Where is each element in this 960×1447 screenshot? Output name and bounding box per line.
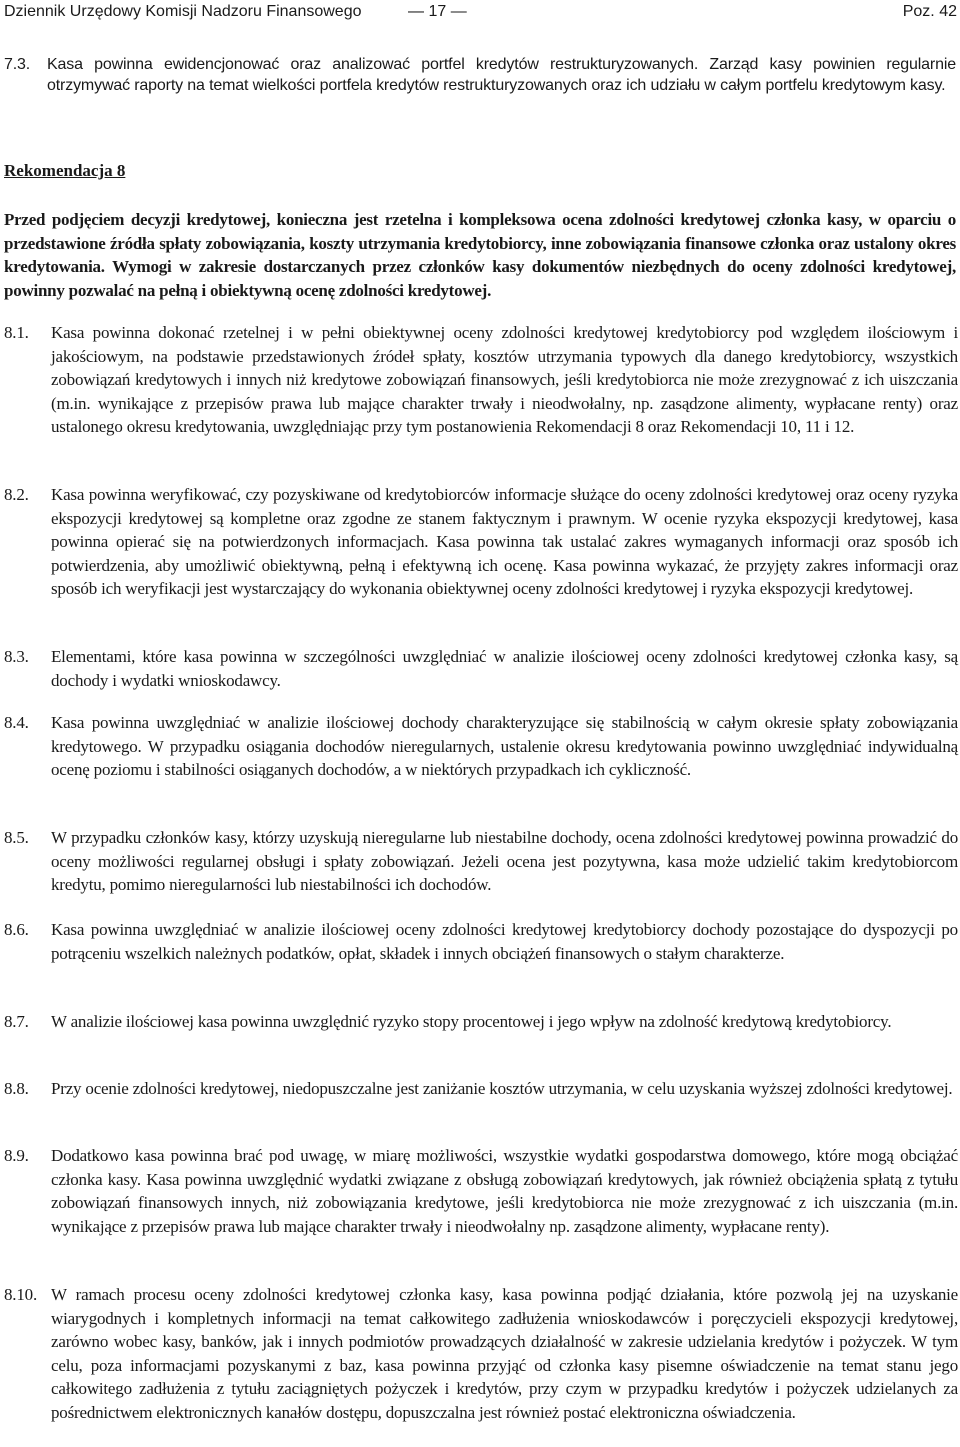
item-8-6 bbox=[4, 918, 958, 965]
item-8-10 bbox=[4, 1283, 958, 1425]
item-number: 8.9. bbox=[4, 1146, 29, 1165]
item-number: 8.6. bbox=[4, 920, 29, 939]
item-number: 8.3. bbox=[4, 647, 29, 666]
item-8-5 bbox=[4, 826, 958, 897]
item-text: W analizie ilościowej kasa powinna uwzględnić ryzyko stopy procentowej i jego wpływ na zdolność kredytową kredytobiorcy. bbox=[51, 1012, 892, 1031]
item-8-4 bbox=[4, 711, 958, 782]
item-number: 8.1. bbox=[4, 323, 29, 342]
item-text: W ramach procesu oceny zdolności kredytowej członka kasy, kasa powinna podjąć działania, które pozwolą jej na uzyskanie wiarygodnych i kompletnych informacji na temat całkowitego zadłużenia wnioskodawców i poręczycieli ekspozycji kredytowej, zarówno wobec kasy, banków, jak i innych podmiotów prowadzących działalność w zakresie udzielania kredytów i pożyczek. W tym celu, poza informacjami pozyskanymi z baz, kasa powinna przyjąć od członka kasy pisemne oświadczenie na temat stanu jego całkowitego zadłużenia z tytułu zaciągniętych pożyczek i kredytów, przy czym w przypadku kredytów i pożyczek udzielanych za pośrednictwem elektronicznych kanałów dostępu, dopuszczalna jest również postać elektroniczna oświadczenia. bbox=[51, 1285, 958, 1422]
item-text: W przypadku członków kasy, którzy uzyskują nieregularne lub niestabilne dochody, ocena zdolności kredytowej powinna prowadzić do oceny możliwości regularnej obsługi i spłaty zobowiązań. Jeżeli ocena jest pozytywna, kasa może udzielić takim kredytobiorcom kredytu, pomimo nieregularności lub niestabilności ich dochodów. bbox=[51, 828, 958, 895]
item-8-3 bbox=[4, 645, 958, 692]
item-8-9 bbox=[4, 1144, 958, 1238]
paragraph-number: 7.3. bbox=[4, 56, 31, 73]
item-number: 8.4. bbox=[4, 713, 29, 732]
item-number: 8.5. bbox=[4, 828, 29, 847]
item-number: 8.2. bbox=[4, 485, 29, 504]
recommendation-title: Rekomendacja 8 bbox=[4, 161, 126, 180]
page-header bbox=[0, 0, 960, 22]
item-text: Kasa powinna dokonać rzetelnej i w pełni obiektywnej oceny zdolności kredytowej kredytobiorcy pod względem ilościowym i jakościowym, na podstawie przedstawionych źródeł spłaty, kosztów utrzymania typowych dla danego kredytobiorcy, wszystkich zobowiązań kredytowych i innych niż kredytowe zobowiązań finansowych, jeśli kredytobiorca nie może zrezygnować z ich uiszczania (m.in. wynikające z przepisów prawa lub mające charakter trwały i nieodwołalny, np. zasądzone alimenty, wypłacane renty) oraz ustalonego okresu kredytowania, uwzględniając przy tym postanowienia Rekomendacji 8 oraz Rekomendacji 10, 11 i 12. bbox=[51, 323, 958, 437]
item-text: Dodatkowo kasa powinna brać pod uwagę, w miarę możliwości, wszystkie wydatki gospodarstwa domowego, które mogą obciążać członka kasy. Kasa powinna uwzględnić wydatki związane z obsługą zobowiązań kredytowych, jak również obciążenia spłatą z tytułu zobowiązań finansowych innych, niż zobowiązania kredytowe, jeśli kredytobiorca nie może zrezygnować z ich uiszczania (m.in. wynikające z przepisów prawa lub mające charakter trwały i nieodwołalny np. zasądzone alimenty, wypłacane renty). bbox=[51, 1146, 958, 1236]
item-text: Kasa powinna weryfikować, czy pozyskiwane od kredytobiorców informacje służące do oceny zdolności kredytowej oraz oceny ryzyka ekspozycji kredytowej są kompletne oraz zgodne ze stanem faktycznym i prawnym. W ocenie ryzyka ekspozycji kredytowej, kasa powinna opierać się na potwierdzonych informacjach. Kasa powinna tak ustalać zakres wymaganych informacji oraz sposób ich potwierdzenia, aby umożliwić obiektywną, pełną i efektywną ich ocenę. Kasa powinna wykazać, że przyjęty zakres informacji oraz sposób ich weryfikacji jest wystarczający do wykonania obiektywnej oceny zdolności kredytowej i ryzyka ekspozycji kredytowej. bbox=[51, 485, 958, 599]
item-8-1 bbox=[4, 321, 958, 439]
paragraph-text: Kasa powinna ewidencjonować oraz analizować portfel kredytów restrukturyzowanych. Zarząd kasy powinien regularnie otrzymywać raporty na temat wielkości portfela kredytów restrukturyzowanych oraz ich udziału w całym portfelu kredytowym kasy. bbox=[47, 56, 956, 94]
item-number: 8.7. bbox=[4, 1012, 29, 1031]
item-8-2 bbox=[4, 483, 958, 601]
item-text: Kasa powinna uwzględniać w analizie ilościowej dochody charakteryzujące się stabilnością w całym okresie spłaty zobowiązania kredytowego. W przypadku osiągania dochodów nieregularnych, ustalenie okresu kredytowania powinno uwzględniać indywidualną ocenę poziomu i stabilności osiąganych dochodów, a w niektórych przypadkach ich cykliczność. bbox=[51, 713, 958, 780]
journal-title: Dziennik Urzędowy Komisji Nadzoru Finansowego bbox=[4, 3, 362, 20]
item-text: Kasa powinna uwzględniać w analizie ilościowej oceny zdolności kredytowej kredytobiorcy dochody pozostające do dyspozycji po potrąceniu wszelkich należnych podatków, opłat, składek i innych obciążeń finansowych o stałym charakterze. bbox=[51, 920, 958, 963]
item-8-8 bbox=[4, 1077, 958, 1101]
position-number: Poz. 42 bbox=[902, 3, 957, 20]
item-8-7 bbox=[4, 1010, 958, 1034]
page-number: — 17 — bbox=[408, 3, 467, 20]
item-text: Przy ocenie zdolności kredytowej, niedopuszczalne jest zaniżanie kosztów utrzymania, w celu uzyskania wyższej zdolności kredytowej. bbox=[51, 1079, 953, 1098]
item-text: Elementami, które kasa powinna w szczególności uwzględniać w analizie ilościowej oceny zdolności kredytowej członka kasy, są dochody i wydatki wnioskodawcy. bbox=[51, 647, 958, 690]
item-number: 8.10. bbox=[4, 1285, 38, 1304]
recommendation-summary: Przed podjęciem decyzji kredytowej, konieczna jest rzetelna i kompleksowa ocena zdolności kredytowej członka kasy, w oparciu o przedstawione źródła spłaty zobowiązania, koszty utrzymania kredytobiorcy, inne zobowiązania finansowe członka oraz ustalony okres kredytowania. Wymogi w zakresie dostarczanych przez członków kasy dokumentów niezbędnych do oceny zdolności kredytowej, powinny pozwalać na pełną i obiektywną ocenę zdolności kredytowej. bbox=[4, 210, 956, 300]
paragraph-7-3 bbox=[4, 54, 956, 96]
item-number: 8.8. bbox=[4, 1079, 29, 1098]
